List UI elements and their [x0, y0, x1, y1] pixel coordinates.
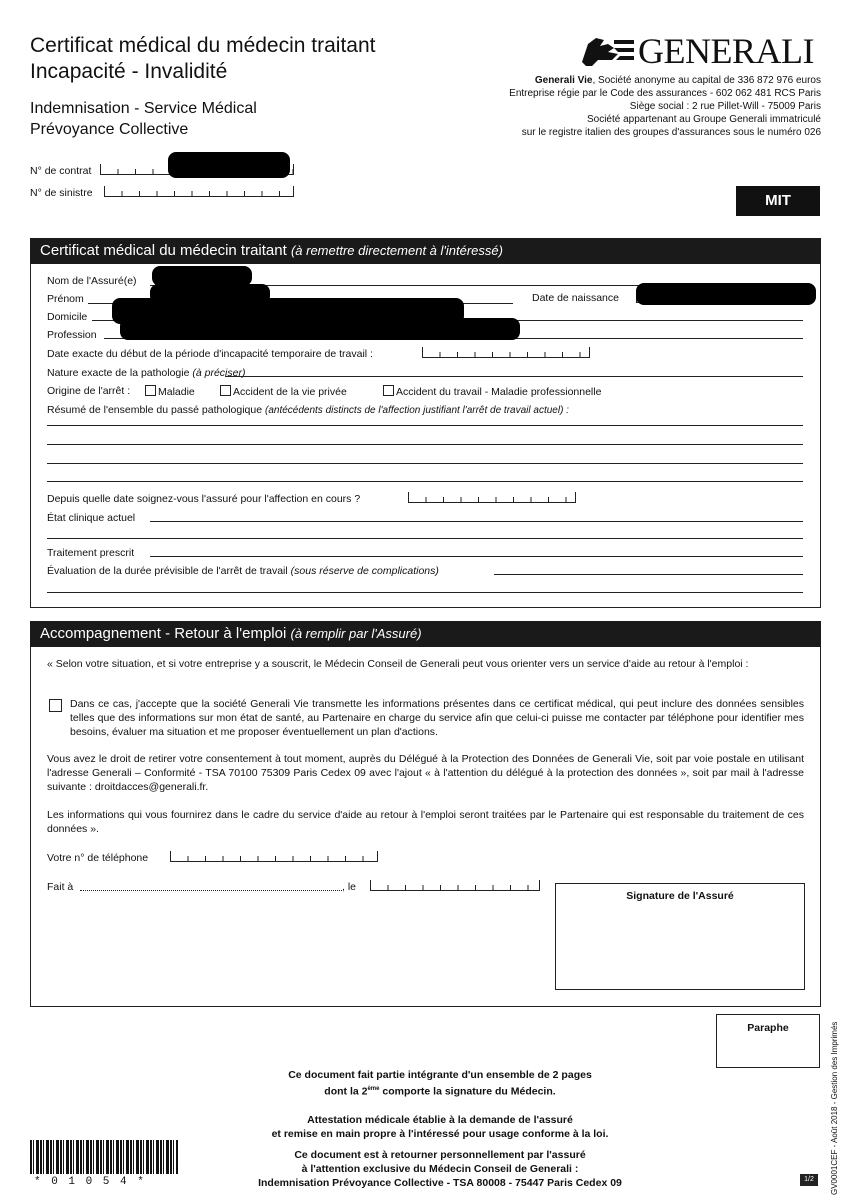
service-line2: Prévoyance Collective: [30, 121, 189, 138]
place-label: Fait à: [47, 881, 74, 893]
start-date-label: Date exacte du début de la période d'incapacité temporaire de travail :: [47, 348, 373, 360]
duration-line-2[interactable]: [47, 592, 803, 593]
start-date-field[interactable]: [422, 347, 590, 358]
checkbox[interactable]: [383, 385, 394, 396]
history-line-2[interactable]: [47, 444, 803, 445]
birth-date-label: Date de naissance: [532, 292, 619, 304]
date-field[interactable]: [370, 880, 540, 891]
origin-option-work-accident[interactable]: Accident du travail - Maladie professionnelle: [383, 385, 601, 398]
consent-checkbox[interactable]: [49, 699, 62, 712]
company-capital: , Société anonyme au capital de 336 872 976 euros: [592, 75, 821, 86]
first-name-label: Prénom: [47, 293, 84, 305]
origin-option-illness[interactable]: Maladie: [145, 385, 195, 398]
treatment-label: Traitement prescrit: [47, 547, 135, 559]
redaction: [120, 318, 520, 340]
history-line-1[interactable]: [47, 425, 803, 426]
section-header-return-to-work: Accompagnement - Retour à l'emploi (à remplir par l'Assuré): [30, 621, 821, 647]
phone-label: Votre n° de téléphone: [47, 852, 149, 864]
redaction: [168, 152, 290, 178]
document-title: Certificat médical du médecin traitant: [30, 34, 376, 57]
treatment-field[interactable]: [150, 556, 803, 557]
footer-note-attestation: Attestation médicale établie à la demande de l'assuré et remise en main propre à l'intéressé pour usage conforme à la loi.: [271, 1114, 609, 1140]
signature-box[interactable]: [555, 883, 805, 990]
company-group: Société appartenant au Groupe Generali immatriculé: [586, 114, 821, 125]
checkbox[interactable]: [145, 385, 156, 396]
clinical-state-field[interactable]: [150, 521, 803, 522]
footer-note-return: Ce document est à retourner personnellement par l'assuré à l'attention exclusive du Médecin Conseil de Generali : Indemnisation Prévoyance Collective - TSA 80008 - 75447 Paris Cedex 09: [258, 1149, 622, 1189]
document-subtitle: Incapacité - Invalidité: [30, 60, 228, 83]
section-header-certificate: Certificat médical du médecin traitant (à remettre directement à l'intéressé): [30, 238, 821, 264]
phone-field[interactable]: [170, 851, 378, 862]
signature-label: Signature de l'Assuré: [626, 890, 734, 902]
claim-label: N° de sinistre: [30, 187, 93, 199]
redaction: [636, 283, 816, 305]
pathology-field[interactable]: [225, 376, 803, 377]
since-date-label: Depuis quelle date soignez-vous l'assuré pour l'affection en cours ?: [47, 493, 361, 505]
intro-paragraph: « Selon votre situation, et si votre entreprise y a souscrit, le Médecin Conseil de Generali peut vous orienter vers un service d'aide au retour à l'emploi :: [47, 658, 749, 670]
mit-badge: MIT: [736, 186, 820, 216]
withdraw-paragraph: Vous avez le droit de retirer votre consentement à tout moment, auprès du Délégué à la Protection des Données de Generali Vie, soit par voie postale en utilisant l'adresse Generali – Conformité - TSA 70100 75309 Paris Cedex 09 avec l'ajout « à l'attention du délégué à la protection des données », soit par mail à l'adresse suivante : droitdacces@generali.fr.: [47, 753, 804, 793]
origin-label: Origine de l'arrêt :: [47, 385, 131, 397]
date-label: , le: [342, 881, 357, 893]
generali-logo: [578, 30, 822, 72]
logo-wordmark: GENERALI: [638, 31, 814, 71]
paraphe-box[interactable]: [716, 1014, 820, 1068]
checkbox[interactable]: [220, 385, 231, 396]
place-field[interactable]: [80, 890, 342, 891]
history-line-3[interactable]: [47, 463, 803, 464]
contract-label: N° de contrat: [30, 165, 92, 177]
barcode: [30, 1140, 178, 1174]
duration-field[interactable]: [494, 574, 803, 575]
company-registration: Entreprise régie par le Code des assurances - 602 062 481 RCS Paris: [509, 88, 821, 99]
footer-note-pages: Ce document fait partie intégrante d'un ensemble de 2 pages dont la 2ème comporte la signature du Médecin.: [288, 1069, 592, 1098]
redaction: [152, 266, 252, 286]
insured-name-label: Nom de l'Assuré(e): [47, 275, 137, 287]
consent-paragraph: Dans ce cas, j'accepte que la société Generali Vie transmette les informations présentes dans ce certificat médical, qui peut inclure des données sensibles telles que des informations sur mon état de santé, au Partenaire en charge du service afin que celui-ci puisse me contacter par téléphone pour identifier mes besoins, évaluer ma situation et me proposer éventuellement un plan d'actions.: [70, 698, 804, 738]
paraphe-label: Paraphe: [747, 1022, 789, 1034]
lion-icon: [578, 32, 638, 70]
history-line-4[interactable]: [47, 481, 803, 482]
barcode-text: * 0 1 0 5 4 *: [34, 1176, 146, 1188]
origin-option-private-accident[interactable]: Accident de la vie privée: [220, 385, 347, 398]
history-label: Résumé de l'ensemble du passé pathologique (antécédents distincts de l'affection justifiant l'arrêt de travail actuel) :: [47, 404, 569, 416]
pathology-label: Nature exacte de la pathologie (à préciser): [47, 367, 246, 379]
since-date-field[interactable]: [408, 492, 576, 503]
company-register: sur le registre italien des groupes d'assurances sous le numéro 026: [521, 127, 821, 138]
company-address: Siège social : 2 rue Pillet-Will - 75009 Paris: [629, 101, 821, 112]
company-name: Generali Vie: [534, 75, 593, 86]
company-info: [441, 74, 821, 139]
document-reference: GV0001CEF - Août 2018 - Gestion des Imprimés: [830, 1021, 839, 1195]
page-number: 1/2: [800, 1174, 818, 1186]
info-paragraph: Les informations qui vous fournirez dans le cadre du service d'aide au retour à l'emploi seront traitées par le Partenaire qui est responsable du traitement de ces données ».: [47, 809, 804, 835]
profession-label: Profession: [47, 329, 97, 341]
address-label: Domicile: [47, 311, 88, 323]
service-line1: Indemnisation - Service Médical: [30, 100, 257, 117]
clinical-state-label: État clinique actuel: [47, 512, 136, 524]
duration-label: Évaluation de la durée prévisible de l'arrêt de travail (sous réserve de complications): [47, 565, 439, 577]
claim-number-field[interactable]: [104, 186, 294, 197]
clinical-state-line-2[interactable]: [47, 538, 803, 539]
